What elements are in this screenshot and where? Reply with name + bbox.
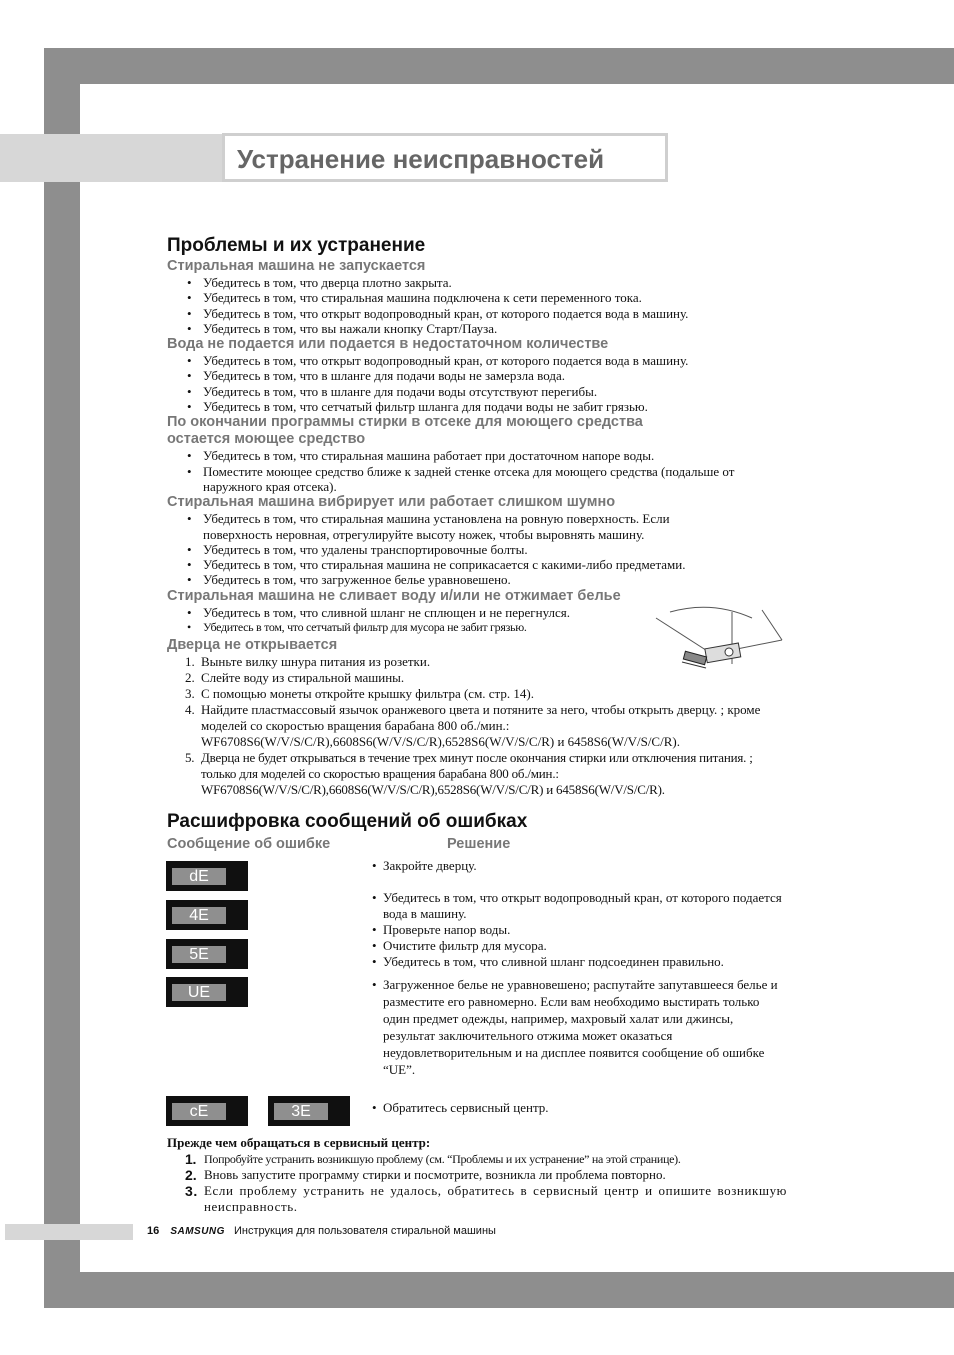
list-item: • Убедитесь в том, что сетчатый фильтр для мусора не забит грязью. — [185, 620, 797, 635]
before-service-heading: Прежде чем обращаться в сервисный центр: — [167, 1135, 431, 1150]
step-text: Дверца не будет открываться в течение трех минут после окончания стирки или отключения питания. ; только для моделей со скоростью вращения барабана 800 об./мин.: WF6708S6(W/V/S/C/R),6608S6(W/V/S/C/R),6528S6(W/V/S/C/R) и 6458S6(W/V/S/C/R). — [201, 750, 753, 798]
col-solution: Решение — [447, 836, 511, 853]
solution-item: • Очистите фильтр для мусора. — [372, 938, 802, 954]
before-service — [167, 1134, 787, 1215]
error-display-4E — [166, 900, 248, 930]
error-code: dE — [172, 868, 226, 885]
error-table-header — [167, 836, 797, 852]
list-item: • Убедитесь в том, что открыт водопроводный кран, от которого подается вода в машину. — [185, 353, 797, 368]
title-band — [0, 134, 236, 182]
bullet-list — [185, 353, 797, 414]
error-display-dE — [166, 861, 248, 891]
list-item: • Убедитесь в том, что удалены транспортировочные болты. — [185, 542, 797, 557]
bullet-list — [185, 275, 797, 336]
title-box — [222, 133, 668, 182]
numbered-list — [185, 1151, 787, 1215]
frame-bottom — [44, 1272, 954, 1308]
footer-text: Инструкция для пользователя стиральной машины — [234, 1225, 496, 1237]
solution-item: • Убедитесь в том, что открыт водопроводный кран, от которого подается вода в машину. — [372, 890, 802, 922]
step-number: 3. — [185, 1183, 198, 1199]
list-item: • Убедитесь в том, что стиральная машина подключена к сети переменного тока. — [185, 290, 797, 305]
list-item: • Убедитесь в том, что стиральная машина не соприкасается с какими-либо предметами. — [185, 557, 797, 572]
list-item: • Убедитесь в том, что стиральная машина работает при достаточном напоре воды. — [185, 448, 797, 463]
group-heading-line1: По окончании программы стирки в отсеке для моющего средства — [167, 414, 643, 431]
solution-4E — [372, 890, 802, 970]
list-item — [185, 1151, 787, 1167]
list-item: • Убедитесь в том, что открыт водопроводный кран, от которого подается вода в машину. — [185, 306, 797, 321]
list-item: • Убедитесь в том, что сливной шланг не сплющен и не перегнулся. — [185, 605, 797, 620]
error-display-3E — [268, 1096, 350, 1126]
solution-item: • Проверьте напор воды. — [372, 922, 802, 938]
frame-left — [44, 48, 80, 1308]
page-number: 16 — [147, 1225, 160, 1237]
group-heading: Вода не подается или подается в недостаточном количестве — [167, 336, 609, 353]
group-heading: Стиральная машина вибрирует или работает слишком шумно — [167, 494, 616, 511]
washer-filter-illustration — [652, 604, 786, 676]
group-heading — [167, 414, 797, 448]
error-display-cE — [166, 1096, 248, 1126]
list-item: • Убедитесь в том, что загруженное белье уравновешено. — [185, 572, 797, 587]
step-text: Вновь запустите программу стирки и посмотрите, возникла ли проблема повторно. — [204, 1167, 666, 1182]
list-item: • Убедитесь в том, что дверца плотно закрыта. — [185, 275, 797, 290]
footer-band — [5, 1224, 133, 1240]
list-item — [185, 1167, 787, 1183]
list-item: • Убедитесь в том, что вы нажали кнопку Старт/Пауза. — [185, 321, 797, 336]
step-number: 2. — [185, 670, 195, 686]
list-item: • Убедитесь в том, что сетчатый фильтр шланга для подачи воды не забит грязью. — [185, 399, 797, 414]
list-item: • Убедитесь в том, что в шланге для подачи воды отсутствуют перегибы. — [185, 384, 797, 399]
step-number: 1. — [185, 654, 195, 670]
page-footer — [147, 1225, 496, 1237]
list-item — [185, 750, 797, 798]
page-title: Устранение неисправностей — [237, 144, 605, 174]
group-heading: Стиральная машина не сливает воду и/или не отжимает белье — [167, 587, 621, 604]
step-text: Слейте воду из стиральной машины. — [201, 670, 405, 686]
solution-UE — [372, 976, 782, 1078]
solution-item: • Загруженное белье не уравновешено; распутайте запутавшееся белье и разместите его равномерно. Если вам необходимо выстирать только один предмет одежды, например, махровый халат или джинсы, результат заключительного отжима может оказаться неудовлетворительным и на дисплее появится сообщение об ошибке “UE”. — [372, 976, 782, 1078]
solution-item: • Закройте дверцу. — [372, 858, 802, 874]
section-heading-error-codes: Расшифровка сообщений об ошибках — [167, 811, 528, 833]
solution-item: • Обратитесь сервисный центр. — [372, 1100, 802, 1116]
error-code: 4E — [172, 907, 226, 924]
content — [167, 234, 797, 852]
bullet-list — [185, 448, 797, 494]
step-text: Попробуйте устранить возникшую проблему (см. “Проблемы и их устранение” на этой странице). — [204, 1152, 681, 1166]
group-heading: Стиральная машина не запускается — [167, 258, 426, 274]
solution-dE — [372, 858, 802, 874]
list-item — [185, 702, 797, 750]
step-number: 4. — [185, 702, 195, 718]
step-text: Если проблему устранить не удалось, обратитесь в сервисный центр и опишите возникшую неисправность. — [204, 1183, 787, 1214]
error-code: cE — [172, 1103, 226, 1120]
col-message: Сообщение об ошибке — [167, 836, 331, 853]
section-heading-troubleshooting: Проблемы и их устранение — [167, 235, 426, 256]
error-display-UE — [166, 977, 248, 1007]
list-item — [185, 686, 797, 702]
error-code: 3E — [274, 1103, 328, 1120]
frame-top — [44, 48, 954, 84]
solution-cE — [372, 1100, 802, 1116]
step-number: 5. — [185, 750, 195, 766]
group-heading: Дверца не открывается — [167, 637, 338, 654]
bullet-list — [185, 511, 797, 587]
error-code: UE — [172, 984, 226, 1001]
list-item — [185, 1183, 787, 1215]
step-text: Выньте вилку шнура питания из розетки. — [201, 654, 431, 670]
step-number: 1. — [185, 1151, 197, 1167]
group-heading-line2: остается моющее средство — [167, 431, 366, 448]
error-display-5E — [166, 939, 248, 969]
error-code: 5E — [172, 946, 226, 963]
step-text: С помощью монеты откройте крышку фильтра (см. стр. 14). — [201, 686, 534, 702]
step-text: Найдите пластмассовый язычок оранжевого цвета и потяните за него, чтобы открыть дверцу. ; кроме моделей со скоростью вращения барабана 800 об./мин.: WF6708S6(W/V/S/C/R),6608S6(W/V/S/C/R),6528S6(W/V/S/C/R) и 6458S6(W/V/S/C/R). — [201, 702, 761, 750]
list-item: • Убедитесь в том, что стиральная машина установлена на ровную поверхность. Если поверхность неровная, отрегулируйте высоту ножек, чтобы выровнять машину. — [185, 511, 797, 542]
step-number: 3. — [185, 686, 195, 702]
list-item: • Убедитесь в том, что в шланге для подачи воды не замерзла вода. — [185, 368, 797, 383]
list-item: • Поместите моющее средство ближе к задней стенке отсека для моющего средства (подальше от наружного края отсека). — [185, 464, 797, 495]
solution-item: • Убедитесь в том, что сливной шланг подсоединен правильно. — [372, 954, 802, 970]
brand-logo: SAMSUNG — [170, 1226, 225, 1237]
step-number: 2. — [185, 1167, 197, 1183]
